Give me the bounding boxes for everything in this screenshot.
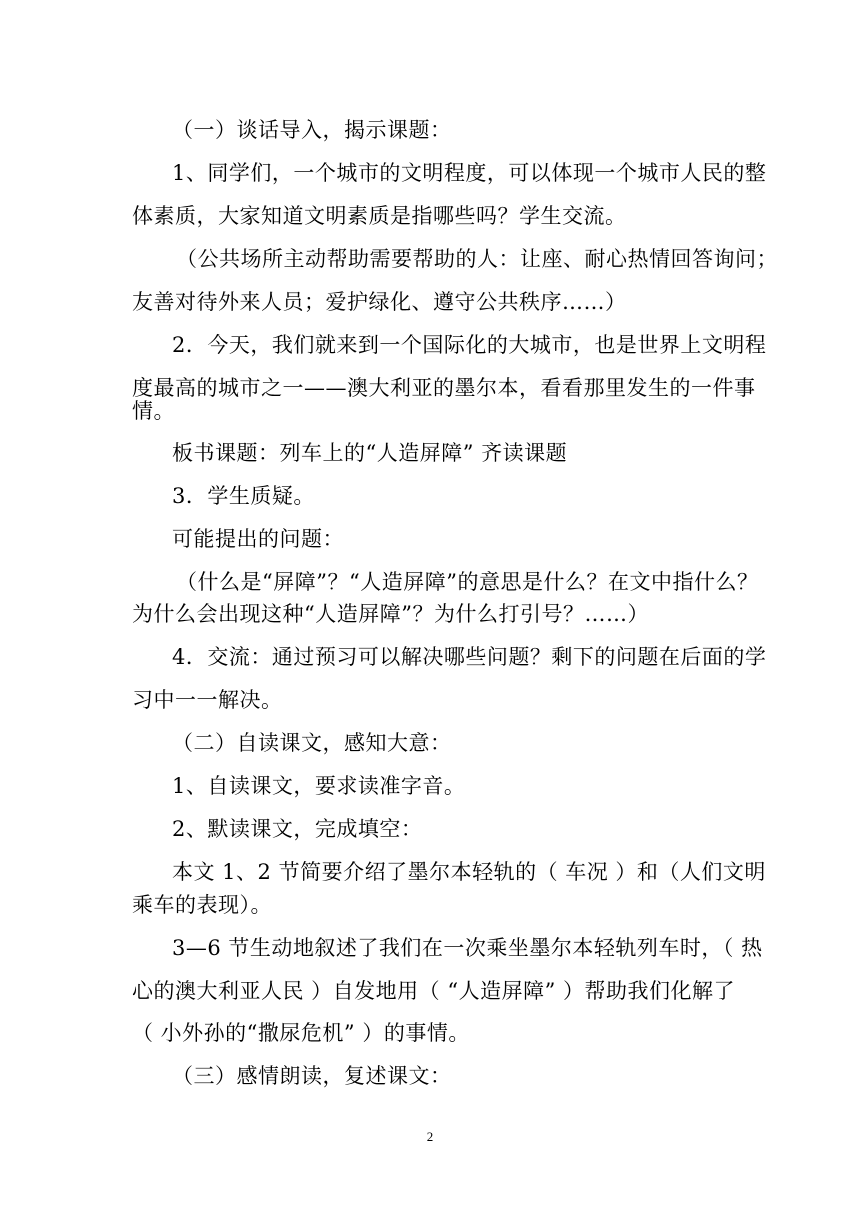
paragraph-line: 1、同学们，一个城市的文明程度，可以体现一个城市人民的整	[172, 161, 767, 185]
paragraph-line: 为什么会出现这种“人造屏障”？为什么打引号？……）	[132, 602, 649, 626]
paragraph-line: 习中一一解决。	[132, 688, 283, 712]
paragraph-line: 2．今天，我们就来到一个国际化的大城市，也是世界上文明程	[172, 333, 767, 357]
paragraph-line: 3．学生质疑。	[172, 484, 315, 508]
paragraph-line: 乘车的表现）。	[132, 893, 272, 917]
section-heading-2: （二）自读课文，感知大意：	[172, 731, 452, 755]
paragraph-line: （公共场所主动帮助需要帮助的人：让座、耐心热情回答询问；	[176, 247, 778, 271]
section-heading-3: （三）感情朗读，复述课文：	[172, 1064, 452, 1088]
paragraph-line: 心的澳大利亚人民 ）自发地用（ “人造屏障” ）帮助我们化解了	[132, 979, 735, 1003]
paragraph-line: 可能提出的问题：	[172, 527, 344, 551]
paragraph-line: 本文 1、2 节简要介绍了墨尔本轻轨的（ 车况 ）和（人们文明	[172, 860, 766, 884]
paragraph-line: 体素质，大家知道文明素质是指哪些吗？学生交流。	[132, 204, 627, 228]
paragraph-line: （什么是“屏障”？“人造屏障”的意思是什么？在文中指什么？	[176, 570, 759, 594]
paragraph-line: 4．交流：通过预习可以解决哪些问题？剩下的问题在后面的学	[172, 645, 767, 669]
paragraph-line: 2、默读课文，完成填空：	[172, 817, 423, 841]
paragraph-line: 度最高的城市之一——澳大利亚的墨尔本，看看那里发生的一件事	[132, 376, 756, 400]
paragraph-line: 友善对待外来人员；爱护绿化、遵守公共秩序……）	[132, 290, 627, 314]
paragraph-line: 板书课题：列车上的“人造屏障” 齐读课题	[172, 441, 568, 465]
paragraph-line: 3—6 节生动地叙述了我们在一次乘坐墨尔本轻轨列车时，（ 热	[172, 936, 763, 960]
section-heading-1: （一）谈话导入，揭示课题：	[172, 118, 452, 142]
paragraph-line: 情。	[132, 399, 175, 423]
page-number: 2	[426, 1129, 434, 1144]
paragraph-line: 1、自读课文，要求读准字音。	[172, 774, 466, 798]
paragraph-line: （ 小外孙的“撒尿危机” ）的事情。	[132, 1021, 470, 1045]
